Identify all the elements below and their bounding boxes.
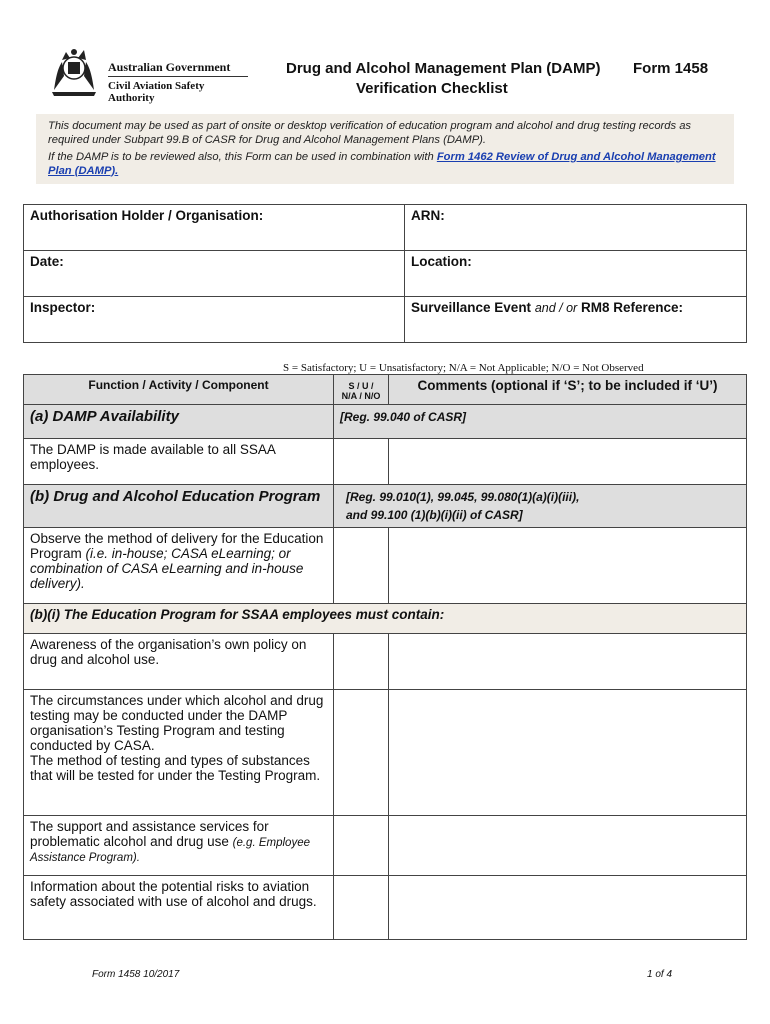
section-b-reference-1: [Reg. 99.010(1), 99.045, 99.080(1)(a)(i)(iii), xyxy=(346,490,580,504)
checklist-header-row xyxy=(24,375,747,405)
authorisation-holder-label: Authorisation Holder / Organisation: xyxy=(30,208,264,223)
info-table xyxy=(23,204,747,343)
item-damp-available: The DAMP is made available to all SSAA employees. xyxy=(24,439,334,485)
item-delivery-method: Observe the method of delivery for the Education Program (i.e. in-house; CASA eLearning; or combination of CASA eLearning and in-house delivery). xyxy=(24,528,334,604)
comments-cell[interactable] xyxy=(389,528,747,604)
comments-column-header: Comments (optional if ‘S’; to be included if ‘U’) xyxy=(389,375,747,405)
intro-prefix: If the DAMP is to be reviewed also, this Form can be used in combination with xyxy=(48,151,437,163)
section-a-title: (a) DAMP Availability xyxy=(30,408,179,425)
comments-cell[interactable] xyxy=(389,816,747,876)
date-field[interactable] xyxy=(24,251,405,297)
item-support-services: The support and assistance services for problematic alcohol and drug use (e.g. Employee Assistance Program). xyxy=(24,816,334,876)
section-a-row xyxy=(24,405,747,439)
comments-cell[interactable] xyxy=(389,690,747,816)
table-row xyxy=(24,876,747,940)
table-row xyxy=(24,690,747,816)
intro-paragraph-2 xyxy=(48,151,722,178)
location-field[interactable] xyxy=(405,251,747,297)
status-cell[interactable] xyxy=(334,634,389,690)
item-awareness: Awareness of the organisation’s own policy on drug and alcohol use. xyxy=(24,634,334,690)
date-label: Date: xyxy=(30,254,64,269)
page-title: Drug and Alcohol Management Plan (DAMP) xyxy=(286,60,601,77)
status-cell[interactable] xyxy=(334,690,389,816)
agency-name: Civil Aviation Safety Authority xyxy=(108,80,205,104)
form-number: Form 1458 xyxy=(633,60,709,77)
inspector-label: Inspector: xyxy=(30,300,96,315)
status-legend: S = Satisfactory; U = Unsatisfactory; N/A = Not Applicable; N/O = Not Observed xyxy=(283,362,644,374)
item-circumstances: The circumstances under which alcohol and drug testing may be conducted under the DAMP organisation’s Testing Program and testing conducted by CASA. The method of testing and types of substances that will be tested for under the Testing Program. xyxy=(24,690,334,816)
surveillance-field[interactable] xyxy=(405,297,747,343)
section-b-row xyxy=(24,485,747,528)
arn-field[interactable] xyxy=(405,205,747,251)
comments-cell[interactable] xyxy=(389,439,747,485)
surveillance-conjunction: and / or xyxy=(534,301,578,315)
government-name: Australian Government xyxy=(108,60,231,74)
intro-paragraph: This document may be used as part of onsite or desktop verification of education program and alcohol and drug testing records as required under Subpart 99.B of CASR for Drug and Alcohol Management Plans (DAMP). xyxy=(48,120,692,146)
inspector-field[interactable] xyxy=(24,297,405,343)
page-subtitle: Verification Checklist xyxy=(356,80,508,97)
status-cell[interactable] xyxy=(334,876,389,940)
section-a-reference: [Reg. 99.040 of CASR] xyxy=(340,410,467,424)
section-b-reference-2: and 99.100 (1)(b)(i)(ii) of CASR] xyxy=(346,508,523,522)
section-b-title: (b) Drug and Alcohol Education Program xyxy=(30,488,321,505)
agency-logo xyxy=(48,46,248,104)
logo-divider xyxy=(108,76,248,77)
subsection-bi-title: (b)(i) The Education Program for SSAA employees must contain: xyxy=(24,604,747,634)
authorisation-holder-field[interactable] xyxy=(24,205,405,251)
table-row xyxy=(24,528,747,604)
status-cell[interactable] xyxy=(334,816,389,876)
arn-label: ARN: xyxy=(411,208,445,223)
comments-cell[interactable] xyxy=(389,634,747,690)
table-row xyxy=(24,634,747,690)
table-row xyxy=(24,816,747,876)
status-cell[interactable] xyxy=(334,439,389,485)
intro-box xyxy=(36,114,734,184)
function-column-header: Function / Activity / Component xyxy=(24,375,334,405)
form-1462-link[interactable]: Form 1462 Review of Drug and Alcohol Management Plan (DAMP). xyxy=(48,151,716,177)
coat-of-arms-icon xyxy=(48,46,100,100)
rm8-label: RM8 Reference: xyxy=(580,300,684,315)
footer-page-number: 1 of 4 xyxy=(647,969,673,980)
table-row xyxy=(24,439,747,485)
status-cell[interactable] xyxy=(334,528,389,604)
footer-form-version: Form 1458 10/2017 xyxy=(92,969,180,980)
subsection-bi-row xyxy=(24,604,747,634)
surveillance-label: Surveillance Event xyxy=(411,300,532,315)
checklist-table xyxy=(23,374,747,940)
location-label: Location: xyxy=(411,254,472,269)
status-column-header: S / U / N/A / N/O xyxy=(334,375,389,405)
comments-cell[interactable] xyxy=(389,876,747,940)
item-aviation-risks: Information about the potential risks to aviation safety associated with use of alcohol and drugs. xyxy=(24,876,334,940)
